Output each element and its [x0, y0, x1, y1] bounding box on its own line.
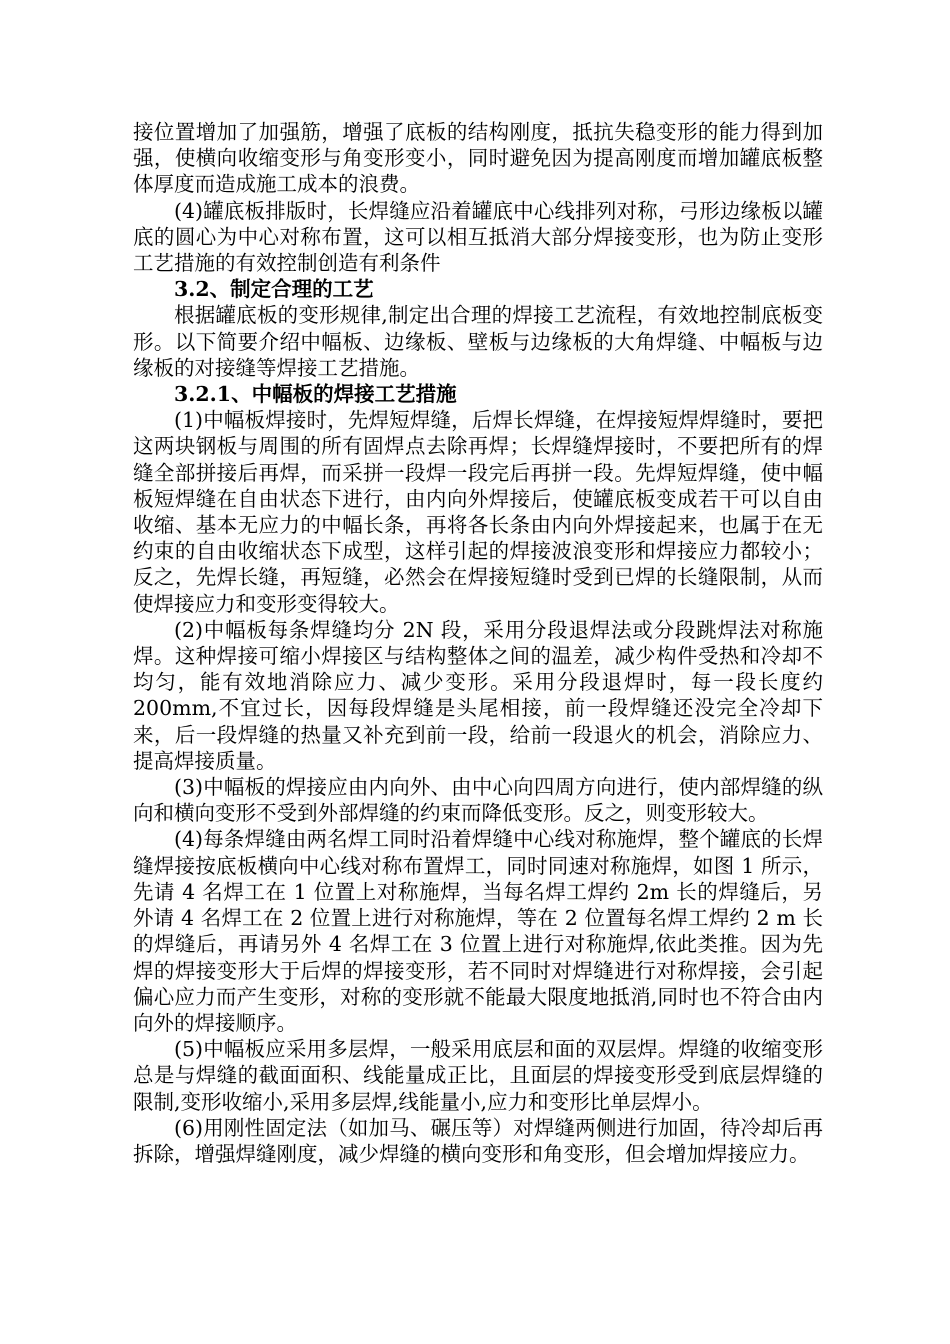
paragraph-continuation: 接位置增加了加强筋，增强了底板的结构刚度，抵抗失稳变形的能力得到加强，使横向收缩变形与角变形变小，同时避免因为提高刚度而增加罐底板整体厚度而造成施工成本的浪费。 [133, 120, 823, 197]
paragraph-item-3: (3)中幅板的焊接应由内向外、由中心向四周方向进行，使内部焊缝的纵向和横向变形不受到外部焊缝的约束而降低变形。反之，则变形较大。 [133, 775, 823, 826]
paragraph-item-4: (4)每条焊缝由两名焊工同时沿着焊缝中心线对称施焊，整个罐底的长焊缝焊接按底板横向中心线对称布置焊工，同时同速对称施焊，如图 1 所示，先请 4 名焊工在 1 位置上对称施焊，当每名焊工焊约 2m 长的焊缝后，另外请 4 名焊工在 2 位置上进行对称施焊，等在 2 位置每名焊工焊约 2 m 长的焊缝后，再请另外 4 名焊工在 3 位置上进行对称施焊,依此类推。因为先焊的焊接变形大于后焊的焊接变形，若不同时对焊缝进行对称焊接，会引起偏心应力而产生变形，对称的变形就不能最大限度地抵消,同时也不符合由内向外的焊接顺序。 [133, 827, 823, 1035]
paragraph-item-4-layout: (4)罐底板排版时，长焊缝应沿着罐底中心线排列对称，弓形边缘板以罐底的圆心为中心对称布置，这可以相互抵消大部分焊接变形，也为防止变形工艺措施的有效控制创造有利条件 [133, 198, 823, 276]
section-heading-3-2-1: 3.2.1、中幅板的焊接工艺措施 [174, 382, 457, 407]
paragraph-item-2: (2)中幅板每条焊缝均分 2N 段，采用分段退焊法或分段跳焊法对称施焊。这种焊接可缩小焊接区与结构整体之间的温差，减少构件受热和冷却不均匀，能有效地消除应力、减少变形。采用分段退焊时，每一段长度约 200mm,不宜过长，因每段焊缝是头尾相接，前一段焊缝还没完全冷却下来，后一段焊缝的热量又补充到前一段，给前一段退火的机会，消除应力、提高焊接质量。 [133, 617, 823, 773]
document-page [133, 119, 823, 1167]
section-heading-3-2: 3.2、制定合理的工艺 [174, 277, 374, 302]
paragraph-item-5: (5)中幅板应采用多层焊，一般采用底层和面的双层焊。焊缝的收缩变形总是与焊缝的截面面积、线能量成正比，且面层的焊接变形受到底层焊缝的限制,变形收缩小,采用多层焊,线能量小,应力和变形比单层焊小。 [133, 1037, 823, 1114]
paragraph-item-6: (6)用刚性固定法（如加马、碾压等）对焊缝两侧进行加固，待冷却后再拆除，增强焊缝刚度，减少焊缝的横向变形和角变形，但会增加焊接应力。 [133, 1115, 823, 1166]
paragraph-item-1: (1)中幅板焊接时，先焊短焊缝，后焊长焊缝，在焊接短焊焊缝时，要把这两块钢板与周围的所有固焊点去除再焊；长焊缝焊接时，不要把所有的焊缝全部拼接后再焊，而采拼一段焊一段完后再拼一段。先焊短焊缝，使中幅板短焊缝在自由状态下进行，由内向外焊接后，使罐底板变成若干可以自由收缩、基本无应力的中幅长条，再将各长条由内向外焊接起来，也属于在无约束的自由收缩状态下成型，这样引起的焊接波浪变形和焊接应力都较小；反之，先焊长缝，再短缝，必然会在焊接短缝时受到已焊的长缝限制，从而使焊接应力和变形变得较大。 [133, 408, 823, 616]
paragraph-process-intro: 根据罐底板的变形规律,制定出合理的焊接工艺流程，有效地控制底板变形。以下简要介绍中幅板、边缘板、壁板与边缘板的大角焊缝、中幅板与边缘板的对接缝等焊接工艺措施。 [133, 303, 823, 380]
